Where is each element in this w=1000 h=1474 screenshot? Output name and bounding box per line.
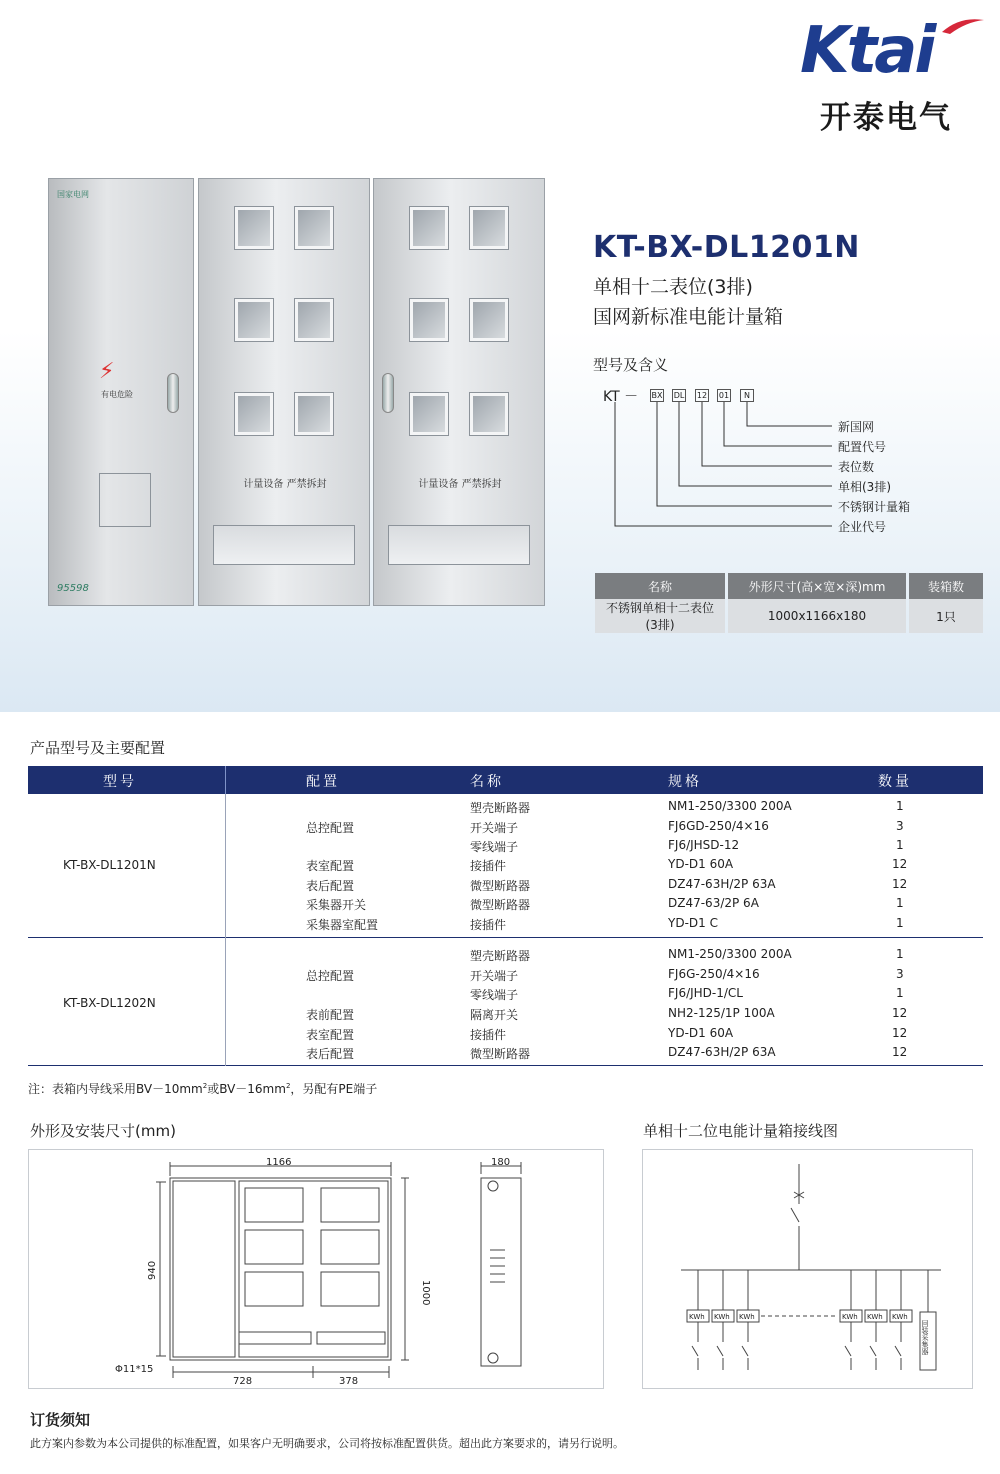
collector-label: 回装采集器: [921, 1320, 929, 1355]
spec-table: [592, 573, 986, 633]
config-item-qty: 1: [896, 986, 904, 1000]
config-item-spec: YD-D1 60A: [668, 857, 734, 871]
config-group: 表后配置: [306, 1047, 355, 1061]
meter-label: KWh: [867, 1313, 883, 1321]
config-item-qty: 1: [896, 896, 904, 910]
note-text-2: 或BV－16mm: [207, 1082, 286, 1096]
note-text-3: ，另配有PE端子: [290, 1082, 378, 1096]
config-header-qty: 数量: [878, 774, 912, 790]
config-item-name: 微型断路器: [470, 879, 531, 893]
cabinet-door-2: [373, 178, 545, 606]
config-model: KT-BX-DL1202N: [63, 996, 156, 1010]
cabinet-image: [48, 178, 548, 610]
model-meaning-title: 型号及含义: [593, 356, 669, 374]
hero-section: [0, 0, 1000, 712]
meter-window: [470, 207, 508, 249]
hotline-logo: 95598: [57, 583, 89, 594]
dimension-drawing: [28, 1149, 604, 1389]
config-item-name: 开关端子: [470, 969, 519, 983]
spec-cell-size: 1000x1166x180: [728, 599, 906, 633]
note-text-1: 注：表箱内导线采用BV－10mm: [28, 1082, 203, 1096]
config-item-name: 接插件: [470, 859, 507, 873]
config-item-spec: FJ6GD-250/4×16: [668, 819, 769, 833]
config-item-qty: 1: [896, 947, 904, 961]
code-box-12: 12: [696, 391, 708, 400]
config-item-spec: FJ6/JHD-1/CL: [668, 986, 743, 1000]
dim-height: 1000: [420, 1280, 431, 1306]
product-subtitle-1: 单相十二表位(3排): [593, 276, 753, 298]
wiring-diagram: [642, 1149, 973, 1389]
config-group: 总控配置: [306, 969, 355, 983]
config-group: 表室配置: [306, 859, 355, 873]
meaning-item-1: 新国网: [838, 420, 875, 434]
spec-cell-qty: 1只: [909, 599, 983, 633]
spec-row: [595, 599, 983, 633]
code-dash: －: [624, 389, 639, 405]
meter-label: KWh: [842, 1313, 858, 1321]
config-item-qty: 1: [896, 799, 904, 813]
product-model-title: KT-BX-DL1201N: [593, 230, 860, 265]
dimensions-title: 外形及安装尺寸(mm): [30, 1122, 176, 1140]
spec-header-size: 外形尺寸(高×宽×深)mm: [728, 573, 906, 599]
dim-inner: 940: [147, 1260, 158, 1280]
config-header-name: 名称: [470, 774, 504, 790]
meaning-item-2: 配置代号: [838, 440, 887, 454]
code-prefix: KT: [603, 389, 620, 405]
dimension-drawing-svg: [29, 1150, 605, 1390]
cabinet-door-1: [198, 178, 370, 606]
config-item-qty: 1: [896, 916, 904, 930]
meter-window: [470, 299, 508, 341]
door-seal-label: 计量设备 严禁拆封: [418, 479, 502, 490]
spec-header-name: 名称: [595, 573, 725, 599]
config-group: 表前配置: [306, 1008, 355, 1022]
spec-header-qty: 装箱数: [909, 573, 983, 599]
logo-swoosh-icon: [940, 16, 986, 36]
dim-right: 378: [339, 1376, 359, 1387]
note-sup-2: 2: [285, 1082, 291, 1090]
meaning-item-4: 单相(3排): [838, 480, 891, 494]
model-meaning-lines: [600, 400, 840, 530]
config-item-spec: DZ47-63H/2P 63A: [668, 877, 776, 891]
config-block-1: [28, 794, 983, 938]
switch-slot: [388, 525, 530, 565]
code-box-n: N: [740, 389, 754, 402]
column-divider: [225, 938, 226, 1066]
config-item-name: 塑壳断路器: [470, 949, 531, 963]
column-divider: [225, 794, 226, 938]
code-box-bx: BX: [651, 391, 663, 400]
config-header-spec: 规格: [668, 774, 702, 790]
config-block-2: [28, 938, 983, 1066]
meter-window: [410, 393, 448, 435]
wiring-diagram-svg: [643, 1150, 974, 1390]
config-item-spec: FJ6G-250/4×16: [668, 967, 760, 981]
meter-window: [295, 207, 333, 249]
product-subtitle-2: 国网新标准电能计量箱: [593, 306, 784, 328]
meter-window: [295, 299, 333, 341]
config-group: 表后配置: [306, 879, 355, 893]
wiring-title: 单相十二位电能计量箱接线图: [643, 1122, 839, 1140]
door-handle: [382, 373, 394, 413]
dim-depth: 180: [491, 1157, 511, 1168]
config-item-spec: NH2-125/1P 100A: [668, 1006, 775, 1020]
config-item-name: 塑壳断路器: [470, 801, 531, 815]
dim-width: 1166: [266, 1157, 292, 1168]
meter-window: [410, 207, 448, 249]
meter-label: KWh: [892, 1313, 908, 1321]
config-group: 总控配置: [306, 821, 355, 835]
spec-cell-name: 不锈钢单相十二表位(3排): [595, 599, 725, 633]
config-item-spec: NM1-250/3300 200A: [668, 799, 792, 813]
config-item-name: 接插件: [470, 1028, 507, 1042]
config-item-qty: 12: [892, 877, 908, 891]
config-item-spec: YD-D1 C: [668, 916, 718, 930]
config-item-spec: YD-D1 60A: [668, 1026, 734, 1040]
switch-slot: [213, 525, 355, 565]
meter-window: [470, 393, 508, 435]
logo-wordmark: Ktai: [800, 14, 934, 88]
header-divider: [225, 766, 226, 794]
config-item-qty: 1: [896, 838, 904, 852]
spec-header-row: [595, 573, 983, 599]
config-item-qty: 12: [892, 1045, 908, 1059]
config-group: 表室配置: [306, 1028, 355, 1042]
config-item-spec: DZ47-63/2P 6A: [668, 896, 759, 910]
config-item-qty: 3: [896, 967, 904, 981]
order-notice-title: 订货须知: [30, 1411, 91, 1429]
config-note: [28, 1080, 377, 1097]
door-handle: [167, 373, 179, 413]
config-item-qty: 12: [892, 1006, 908, 1020]
danger-label: 有电危险: [101, 390, 133, 399]
cabinet-side-door: [48, 178, 194, 606]
collector-window: [99, 473, 151, 527]
dim-hole: Φ11*15: [115, 1364, 154, 1375]
config-item-name: 零线端子: [470, 840, 519, 854]
config-item-spec: FJ6/JHSD-12: [668, 838, 740, 852]
config-group: 采集器室配置: [306, 918, 379, 932]
config-header-model: 型号: [103, 774, 137, 790]
meaning-item-5: 不锈钢计量箱: [838, 500, 911, 514]
config-item-name: 微型断路器: [470, 1047, 531, 1061]
code-box-01: 01: [718, 391, 730, 400]
config-item-spec: NM1-250/3300 200A: [668, 947, 792, 961]
brand-name: 开泰电气: [820, 100, 952, 136]
brand-logo: [800, 14, 990, 136]
config-item-qty: 12: [892, 857, 908, 871]
config-item-spec: DZ47-63H/2P 63A: [668, 1045, 776, 1059]
sgcc-logo: 国家电网: [57, 190, 89, 199]
config-item-qty: 3: [896, 819, 904, 833]
config-group: 采集器开关: [306, 898, 367, 912]
meter-window: [235, 393, 273, 435]
config-item-name: 开关端子: [470, 821, 519, 835]
config-model: KT-BX-DL1201N: [63, 858, 156, 872]
door-seal-label: 计量设备 严禁拆封: [243, 479, 327, 490]
meter-window: [235, 299, 273, 341]
meter-label: KWh: [689, 1313, 705, 1321]
dim-left: 728: [233, 1376, 253, 1387]
order-notice-text: 此方案内参数为本公司提供的标准配置，如果客户无明确要求，公司将按标准配置供货。超出此方案要求的，请另行说明。: [30, 1437, 624, 1450]
config-item-name: 微型断路器: [470, 898, 531, 912]
code-box-dl: DL: [673, 391, 685, 400]
danger-icon: ⚡: [99, 359, 115, 384]
config-item-name: 隔离开关: [470, 1008, 519, 1022]
config-item-qty: 12: [892, 1026, 908, 1040]
config-table-header: [28, 766, 983, 794]
meter-label: KWh: [714, 1313, 730, 1321]
meter-window: [410, 299, 448, 341]
meter-window: [295, 393, 333, 435]
meter-window: [235, 207, 273, 249]
meaning-item-6: 企业代号: [838, 520, 887, 534]
note-sup-1: 2: [202, 1082, 208, 1090]
meaning-item-3: 表位数: [838, 460, 875, 474]
config-section-title: 产品型号及主要配置: [30, 739, 166, 757]
meter-label: KWh: [739, 1313, 755, 1321]
config-item-name: 零线端子: [470, 988, 519, 1002]
config-item-name: 接插件: [470, 918, 507, 932]
config-header-config: 配置: [306, 774, 340, 790]
